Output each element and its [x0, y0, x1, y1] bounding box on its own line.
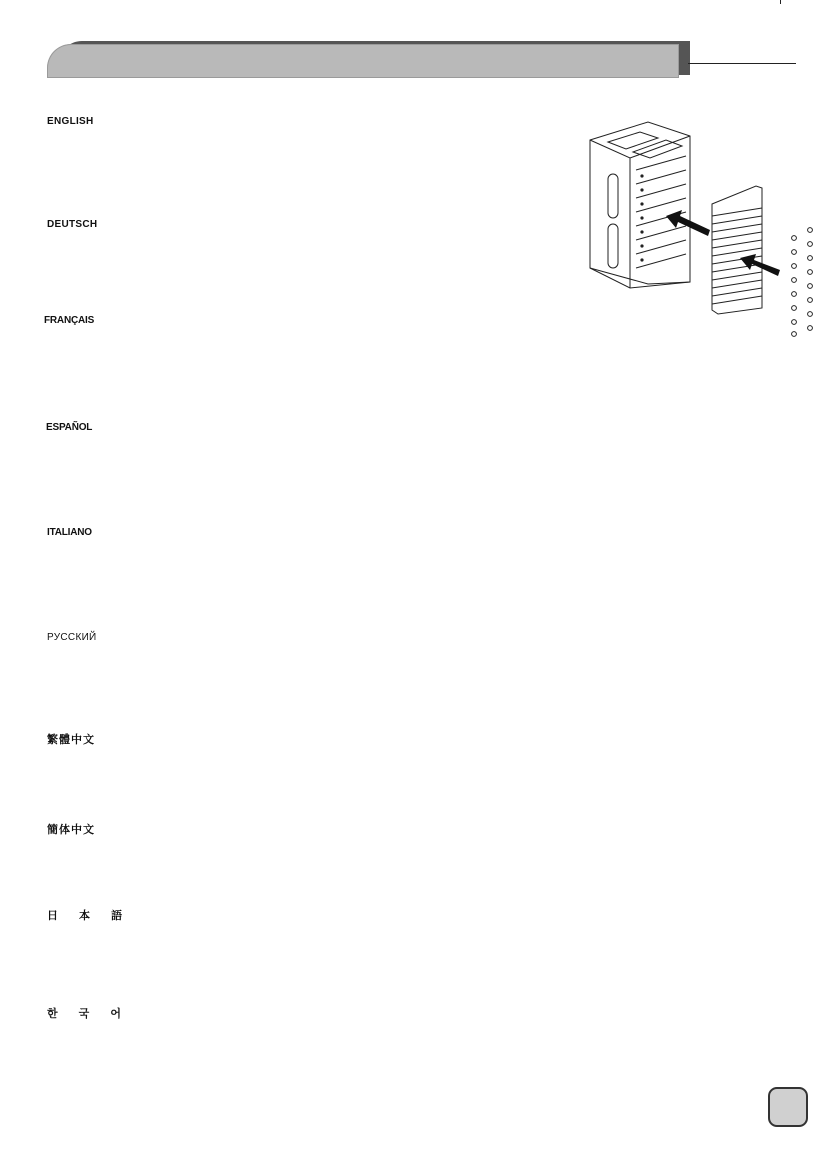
lang-label-espanol: ESPAÑOL [46, 422, 93, 433]
lang-label-korean: 한 국 어 [47, 1008, 130, 1020]
drive-cage-diagram-icon [578, 112, 822, 344]
lang-label-english: ENGLISH [47, 116, 94, 127]
page-number-box [768, 1087, 808, 1127]
lang-label-italiano: ITALIANO [47, 527, 92, 538]
lang-label-traditional-chinese: 繁體中文 [47, 734, 95, 746]
lang-label-japanese: 日 本 語 [47, 910, 132, 922]
header-rule [688, 63, 796, 64]
lang-label-francais: FRANÇAIS [44, 315, 95, 326]
header-bar [47, 44, 679, 78]
lang-label-russian: РУССКИЙ [47, 632, 97, 643]
crop-mark [780, 0, 781, 4]
lang-label-deutsch: DEUTSCH [47, 219, 98, 230]
lang-label-simplified-chinese: 簡体中文 [47, 824, 95, 836]
